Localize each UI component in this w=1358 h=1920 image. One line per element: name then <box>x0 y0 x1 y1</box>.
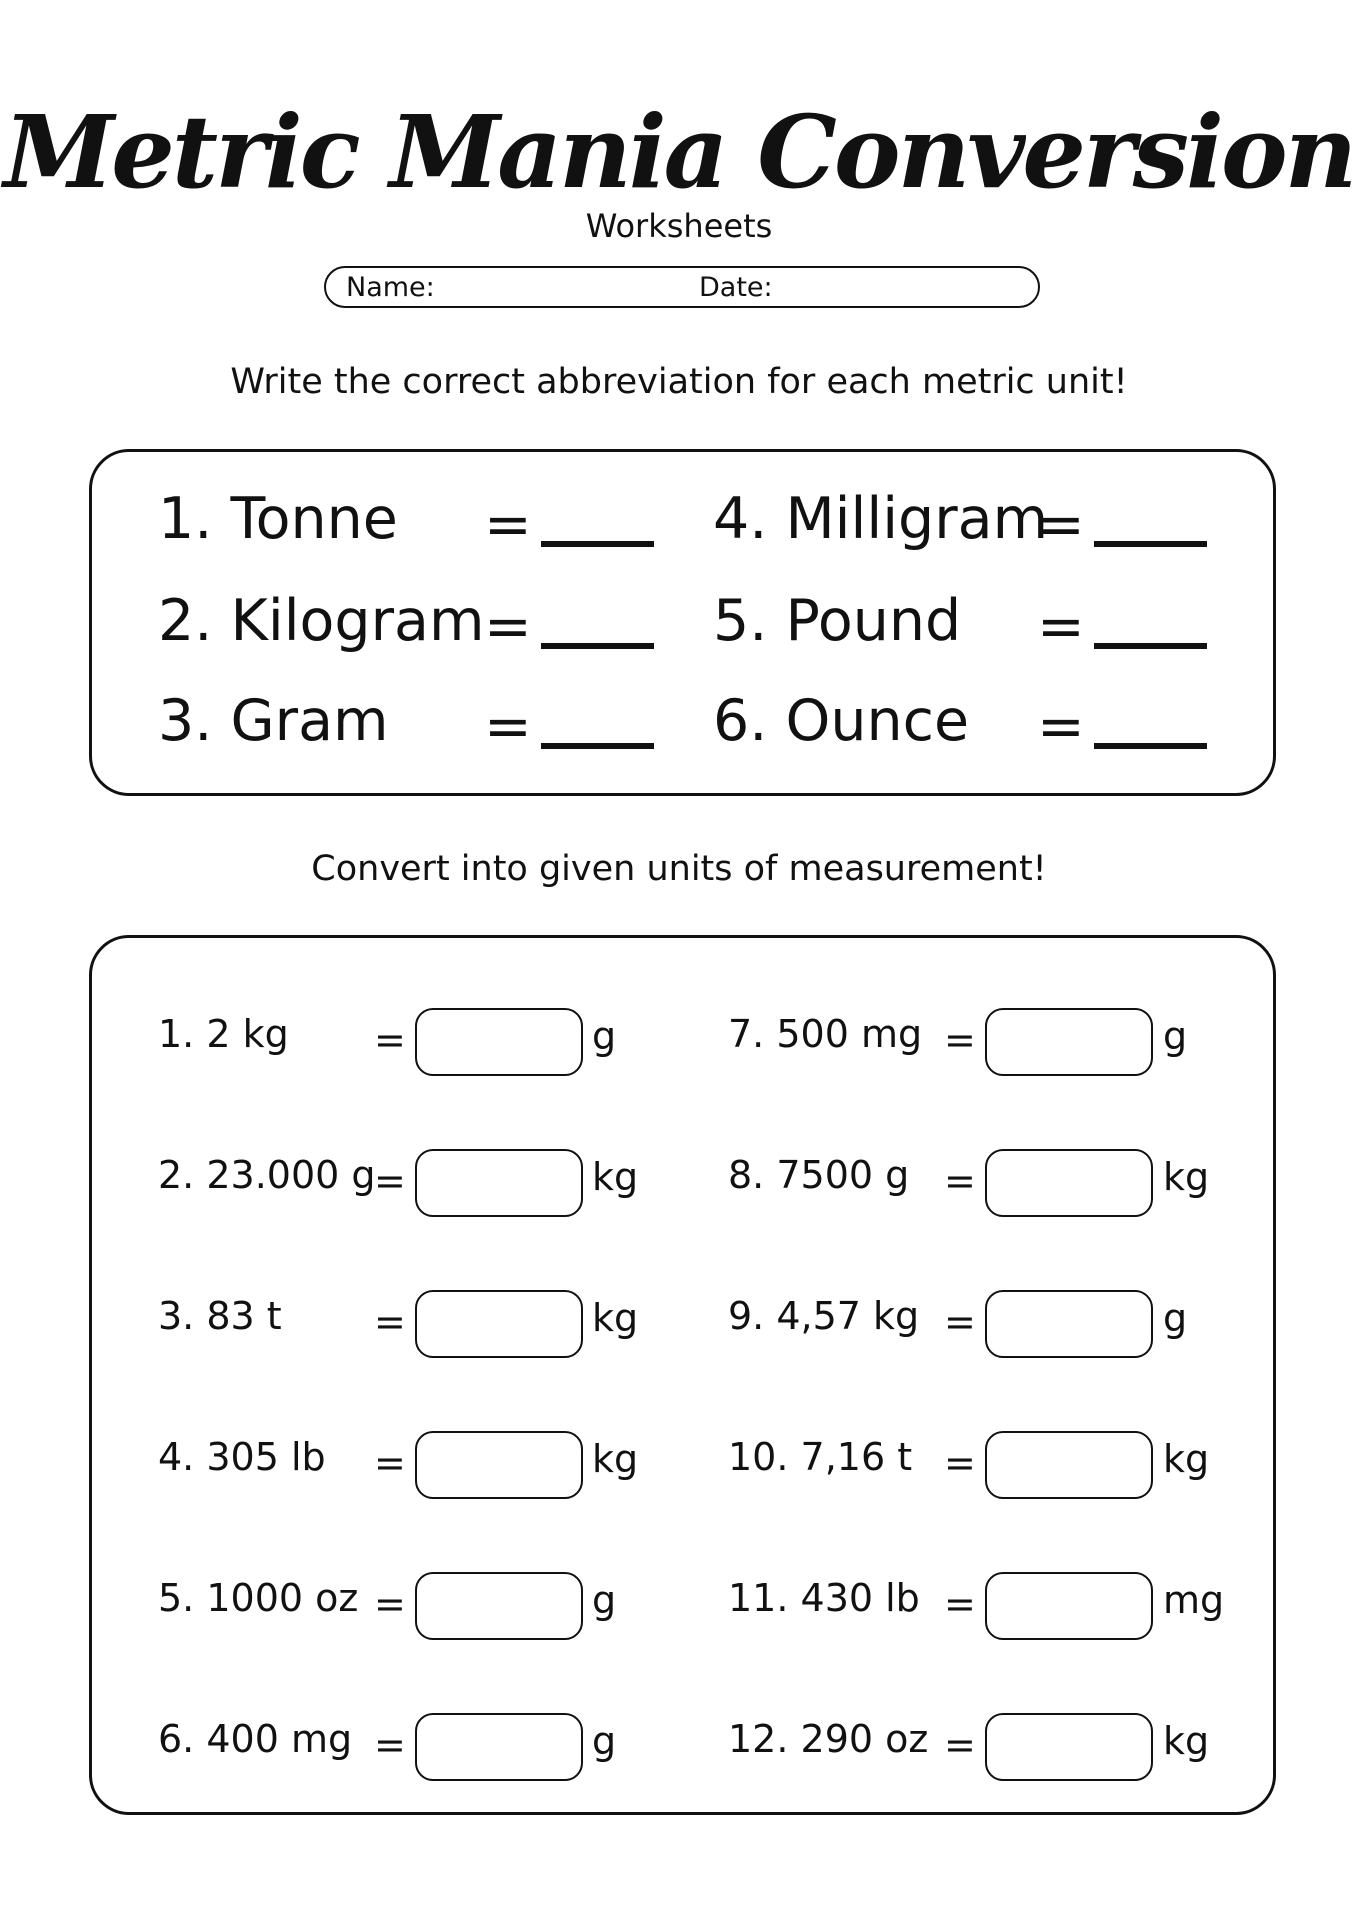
answer-box[interactable] <box>415 1713 583 1781</box>
conv-item-label: 11. 430 lb <box>728 1576 920 1620</box>
target-unit: kg <box>592 1296 639 1340</box>
answer-line[interactable] <box>541 541 654 547</box>
name-date-bar <box>324 266 1040 308</box>
target-unit: g <box>1163 1014 1188 1058</box>
equals-sign: = <box>944 1159 976 1203</box>
worksheet-title: Metric Mania Conversion <box>3 93 1355 211</box>
equals-sign: = <box>374 1723 406 1767</box>
conv-item-label: 1. 2 kg <box>158 1012 289 1056</box>
answer-box[interactable] <box>985 1008 1153 1076</box>
answer-box[interactable] <box>415 1431 583 1499</box>
equals-sign: = <box>1037 694 1085 760</box>
answer-box[interactable] <box>415 1149 583 1217</box>
equals-sign: = <box>374 1300 406 1344</box>
equals-sign: = <box>944 1300 976 1344</box>
answer-box[interactable] <box>415 1008 583 1076</box>
conv-item-label: 3. 83 t <box>158 1294 282 1338</box>
equals-sign: = <box>484 492 532 558</box>
equals-sign: = <box>484 694 532 760</box>
answer-box[interactable] <box>985 1572 1153 1640</box>
answer-box[interactable] <box>985 1431 1153 1499</box>
abbr-item-label: 5. Pound <box>713 588 962 654</box>
answer-line[interactable] <box>541 643 654 649</box>
answer-line[interactable] <box>1094 743 1207 749</box>
section2-instruction: Convert into given units of measurement! <box>311 849 1047 889</box>
target-unit: g <box>1163 1296 1188 1340</box>
answer-line[interactable] <box>1094 541 1207 547</box>
equals-sign: = <box>1037 492 1085 558</box>
conv-item-label: 4. 305 lb <box>158 1435 326 1479</box>
answer-box[interactable] <box>415 1572 583 1640</box>
abbr-item-label: 3. Gram <box>158 688 389 754</box>
conv-item-label: 10. 7,16 t <box>728 1435 913 1479</box>
equals-sign: = <box>484 594 532 660</box>
name-label: Name: <box>346 272 435 303</box>
worksheet-subtitle: Worksheets <box>585 207 773 245</box>
equals-sign: = <box>944 1582 976 1626</box>
abbr-item-label: 6. Ounce <box>713 688 970 754</box>
conv-item-label: 9. 4,57 kg <box>728 1294 920 1338</box>
conv-item-label: 6. 400 mg <box>158 1717 353 1761</box>
target-unit: kg <box>1163 1719 1210 1763</box>
section1-instruction: Write the correct abbreviation for each metric unit! <box>230 362 1128 402</box>
conv-item-label: 8. 7500 g <box>728 1153 910 1197</box>
target-unit: kg <box>1163 1155 1210 1199</box>
target-unit: kg <box>1163 1437 1210 1481</box>
abbr-item-label: 1. Tonne <box>158 486 398 552</box>
equals-sign: = <box>944 1441 976 1485</box>
target-unit: g <box>592 1578 617 1622</box>
target-unit: mg <box>1163 1578 1225 1622</box>
target-unit: kg <box>592 1155 639 1199</box>
answer-box[interactable] <box>415 1290 583 1358</box>
answer-line[interactable] <box>1094 643 1207 649</box>
equals-sign: = <box>374 1018 406 1062</box>
answer-box[interactable] <box>985 1149 1153 1217</box>
equals-sign: = <box>374 1441 406 1485</box>
target-unit: g <box>592 1719 617 1763</box>
target-unit: kg <box>592 1437 639 1481</box>
answer-box[interactable] <box>985 1290 1153 1358</box>
target-unit: g <box>592 1014 617 1058</box>
equals-sign: = <box>374 1582 406 1626</box>
abbr-item-label: 2. Kilogram <box>158 588 485 654</box>
conv-item-label: 5. 1000 oz <box>158 1576 359 1620</box>
equals-sign: = <box>1037 594 1085 660</box>
conv-item-label: 12. 290 oz <box>728 1717 929 1761</box>
abbr-item-label: 4. Milligram <box>713 486 1049 552</box>
answer-box[interactable] <box>985 1713 1153 1781</box>
answer-line[interactable] <box>541 743 654 749</box>
equals-sign: = <box>944 1018 976 1062</box>
conv-item-label: 7. 500 mg <box>728 1012 923 1056</box>
equals-sign: = <box>374 1159 406 1203</box>
date-label: Date: <box>699 272 773 303</box>
conv-item-label: 2. 23.000 g <box>158 1153 376 1197</box>
equals-sign: = <box>944 1723 976 1767</box>
